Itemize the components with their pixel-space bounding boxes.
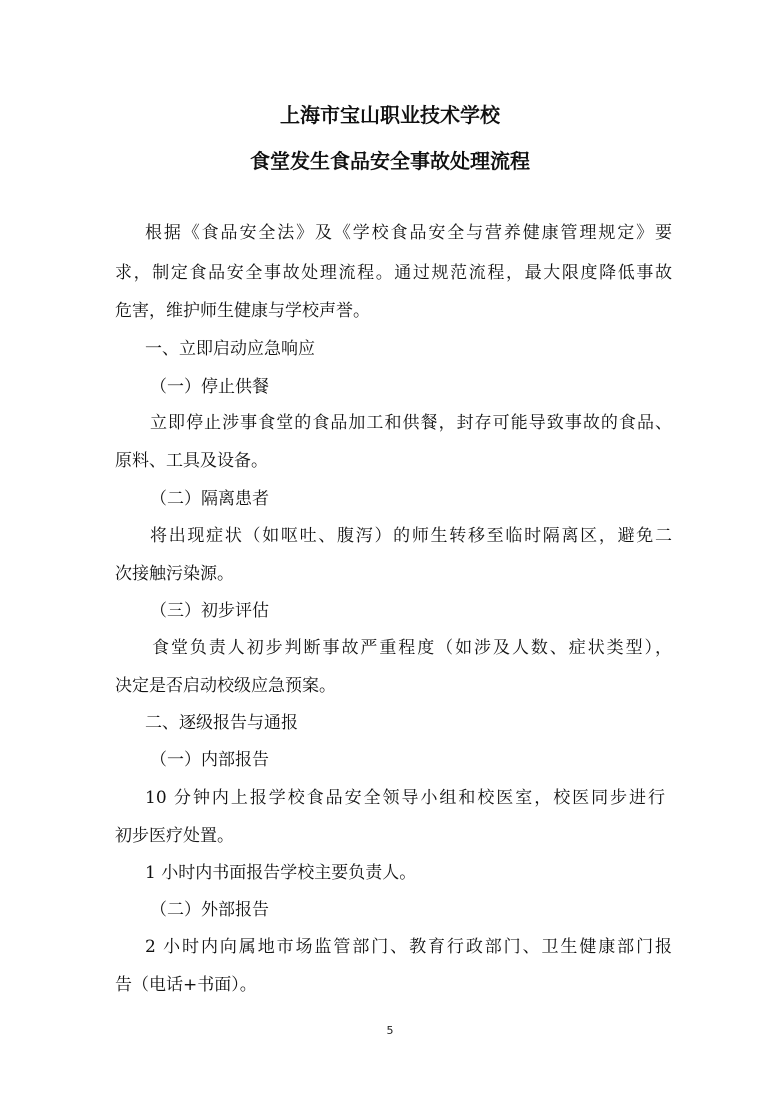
paragraph-line: 1 小时内书面报告学校主要负责人。	[145, 863, 417, 883]
paragraph-line: 将出现症状（如呕吐、腹泻）的师生转移至临时隔离区，避免二	[150, 526, 672, 546]
subsection-heading: （二）隔离患者	[150, 489, 269, 509]
subsection-heading: （一）停止供餐	[150, 377, 269, 397]
paragraph-line: 次接触污染源。	[115, 564, 234, 584]
document-title-school: 上海市宝山职业技术学校	[280, 103, 500, 127]
paragraph-line: 原料、工具及设备。	[115, 451, 268, 471]
section-heading: 一、立即启动应急响应	[145, 339, 315, 359]
paragraph-line: 告（电话+书面）。	[115, 975, 257, 995]
section-heading: 二、逐级报告与通报	[145, 713, 298, 733]
subsection-heading: （一）内部报告	[150, 750, 269, 770]
paragraph-line: 求，制定食品安全事故处理流程。通过规范流程，最大限度降低事故	[115, 263, 672, 283]
paragraph-line: 根据《食品安全法》及《学校食品安全与营养健康管理规定》要	[145, 223, 672, 243]
subsection-heading: （二）外部报告	[150, 900, 269, 920]
page-number: 5	[386, 1024, 394, 1037]
paragraph-line: 初步医疗处置。	[115, 826, 234, 846]
paragraph-line: 立即停止涉事食堂的食品加工和供餐，封存可能导致事故的食品、	[150, 413, 672, 433]
paragraph-line: 10 分钟内上报学校食品安全领导小组和校医室，校医同步进行	[145, 788, 665, 808]
subsection-heading: （三）初步评估	[150, 601, 269, 621]
paragraph-line: 食堂负责人初步判断事故严重程度（如涉及人数、症状类型），	[152, 638, 672, 658]
paragraph-line: 危害，维护师生健康与学校声誉。	[115, 301, 370, 321]
paragraph-line: 决定是否启动校级应急预案。	[115, 676, 336, 696]
document-title-procedure: 食堂发生食品安全事故处理流程	[250, 149, 530, 173]
paragraph-line: 2 小时内向属地市场监管部门、教育行政部门、卫生健康部门报	[145, 937, 672, 957]
